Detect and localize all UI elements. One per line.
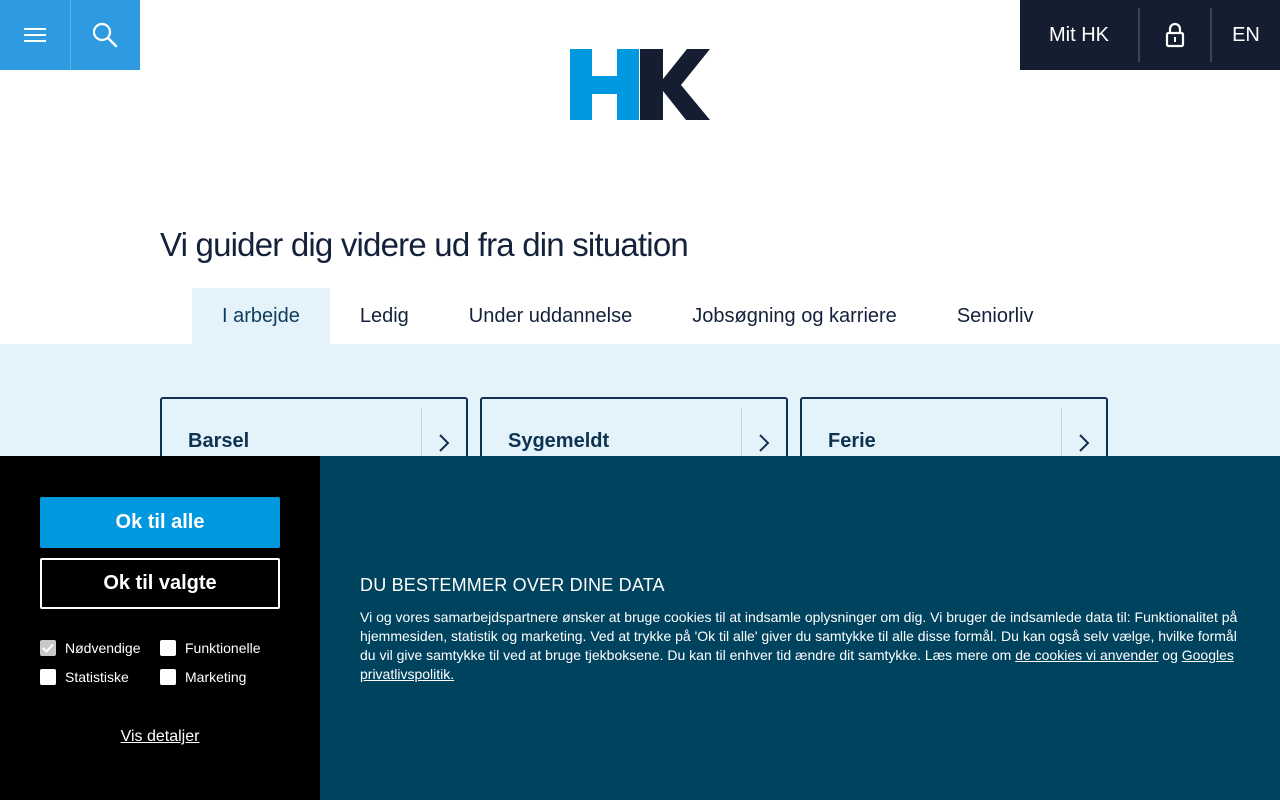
cookie-body-text: Vi og vores samarbejdspartnere ønsker at bruge cookies til at indsamle oplysninger om dig. Vi bruger de indsamlede data til: Funktionalitet på hjemmesiden, statistik og marketing. Ved at trykke på 'Ok til alle' giver du samtykke til alle disse formål. Du kan også selv vælge, hvilke formål du vil give samtykke til ved at bruge tjekboksene. Du kan til enhver tid ændre dit samtykke. Læs mere om [360,609,1238,663]
cookie-banner [0,456,1280,800]
situation-tabs [192,288,1064,344]
account-bar [1020,0,1280,70]
accept-selected-button[interactable]: Ok til valgte [40,558,280,609]
google-privacy-link[interactable]: Googles privatlivspolitik. [360,647,1234,682]
tab-jobsoegning-og-karriere[interactable]: Jobsøgning og karriere [692,304,897,327]
cookies-policy-link[interactable]: de cookies vi anvender [1015,647,1159,663]
card-title: Barsel [188,430,250,452]
chevron-right-icon [1078,433,1090,453]
checkbox-noedvendige[interactable] [40,640,141,656]
checkbox-statistiske[interactable] [40,669,129,685]
tab-under-uddannelse[interactable]: Under uddannelse [468,304,633,327]
hamburger-menu-icon [24,27,46,43]
card-title: Ferie [828,430,876,452]
tab-i-arbejde[interactable]: I arbejde [192,288,330,344]
mit-hk-link[interactable]: Mit HK [1049,23,1109,46]
tab-seniorliv[interactable]: Seniorliv [956,304,1034,327]
checkbox-label: Marketing [185,669,247,685]
search-button[interactable] [71,0,141,70]
checkbox-box [40,669,56,685]
top-left-toolbar [0,0,140,70]
login-button[interactable] [1140,0,1210,70]
tab-ledig[interactable]: Ledig [359,304,409,327]
card-title: Sygemeldt [508,430,610,452]
show-details-link[interactable]: Vis detaljer [120,728,200,745]
cookie-description [360,608,1238,684]
chevron-right-icon [438,433,450,453]
checkbox-checked-icon [40,640,56,656]
checkbox-box [160,640,176,656]
checkbox-label: Statistiske [65,669,129,685]
chevron-right-icon [758,433,770,453]
hk-logo[interactable] [570,49,710,120]
cookie-info-panel [320,456,1280,800]
cookie-connector-text: og [1158,647,1182,663]
search-icon [92,22,118,48]
page-title: Vi guider dig videre ud fra din situation [160,226,688,263]
cookie-title: DU BESTEMMER OVER DINE DATA [360,575,665,595]
checkbox-box [160,669,176,685]
checkbox-marketing[interactable] [160,669,246,685]
lock-icon [1165,22,1185,48]
menu-button[interactable] [0,0,70,70]
checkbox-funktionelle[interactable] [160,640,261,656]
checkbox-label: Nødvendige [65,640,141,656]
cookie-actions-panel [0,456,320,800]
checkbox-label: Funktionelle [185,640,261,656]
language-switch[interactable]: EN [1232,23,1260,46]
accept-all-button[interactable]: Ok til alle [40,497,280,548]
